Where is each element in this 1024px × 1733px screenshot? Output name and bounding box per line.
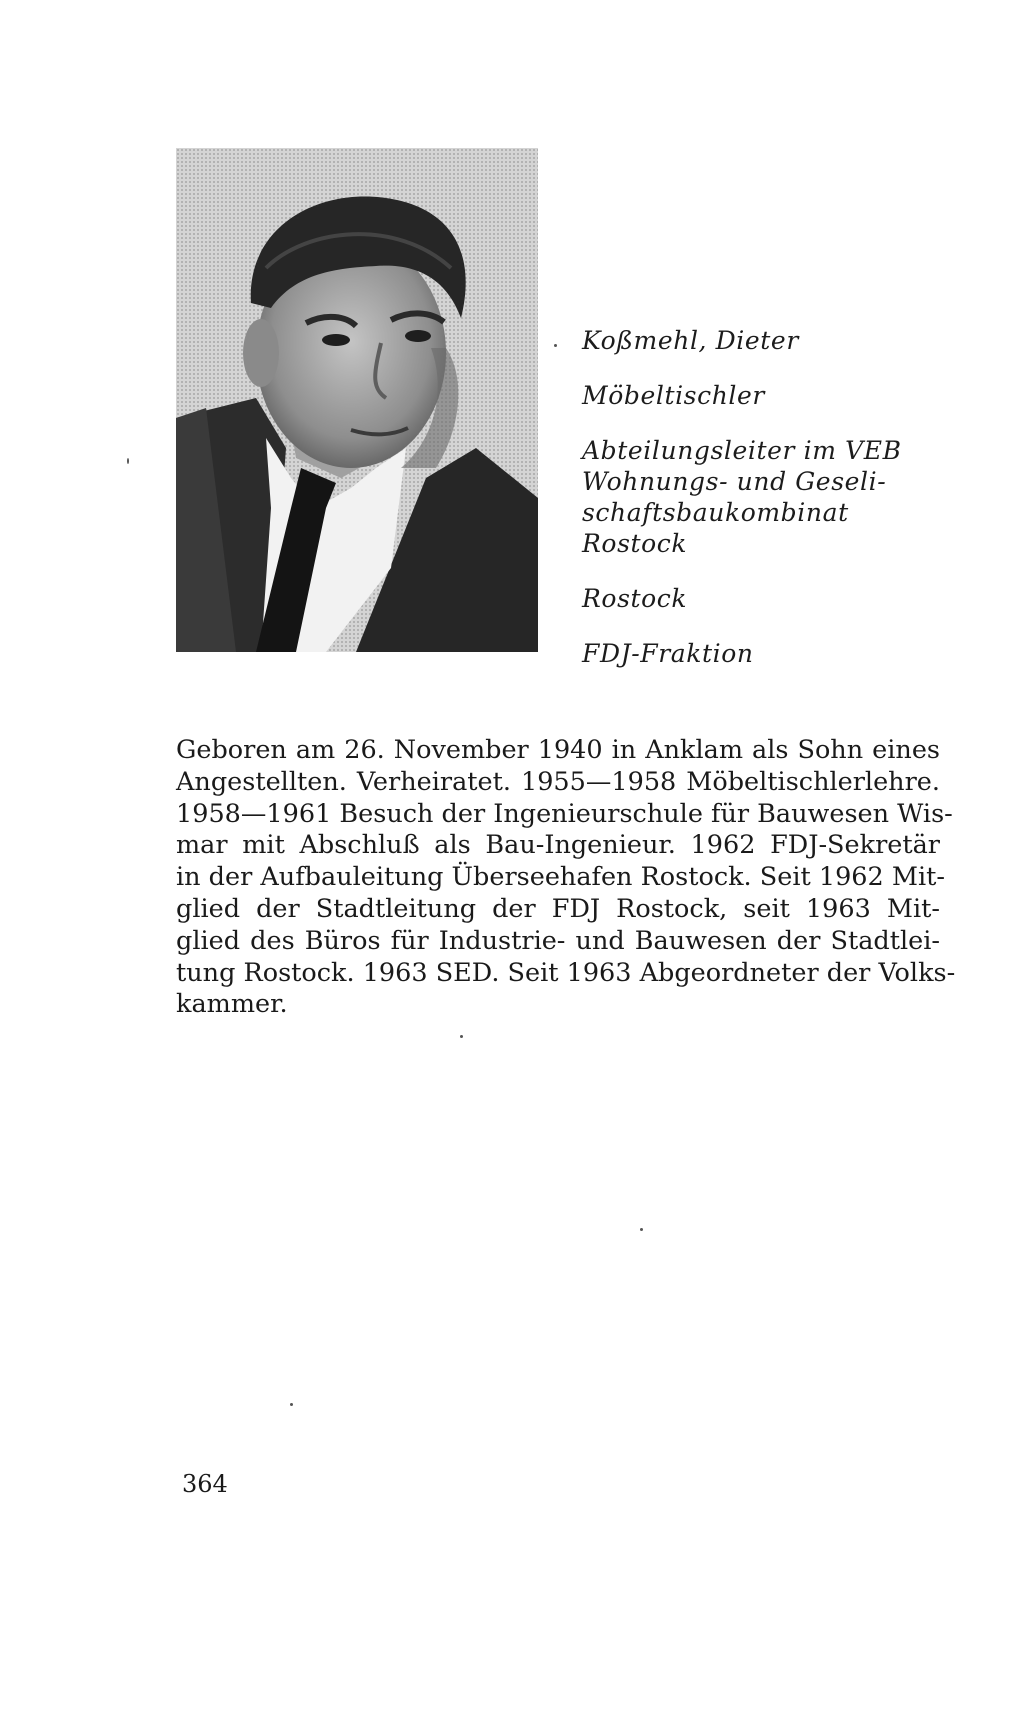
trade: Möbeltischler	[582, 381, 765, 410]
biography-line: kammer.	[176, 989, 288, 1020]
scan-speck	[127, 458, 129, 464]
scan-speck	[554, 344, 557, 347]
biography	[176, 735, 956, 1021]
biography-line: glied des Büros für Industrie- und Bauwesen der Stadtlei-	[176, 925, 940, 956]
scan-speck	[640, 1228, 643, 1231]
person-name: Koßmehl, Dieter	[582, 326, 799, 355]
biography-line: Geboren am 26. November 1940 in Anklam als Sohn eines	[176, 735, 940, 765]
biography-line: 1958—1961 Besuch der Ingenieurschule für Bauwesen Wis-	[176, 798, 953, 829]
biography-line: in der Aufbauleitung Überseehafen Rostock. Seit 1962 Mit-	[176, 862, 945, 893]
position-line: Abteilungsleiter im VEB	[582, 436, 902, 465]
scan-speck	[290, 1403, 293, 1406]
faction: FDJ-Fraktion	[582, 639, 754, 668]
position	[582, 435, 1002, 559]
scan-speck	[460, 1035, 463, 1038]
biography-line: glied der Stadtleitung der FDJ Rostock, seit 1963 Mit-	[176, 893, 940, 924]
position-line: schaftsbaukombinat	[582, 498, 849, 527]
biography-line: Angestellten. Verheiratet. 1955—1958 Möbeltischlerlehre.	[176, 766, 940, 797]
entry-details	[582, 325, 1002, 693]
position-line: Wohnungs- und Geseli-	[582, 467, 887, 496]
constituency: Rostock	[582, 584, 688, 613]
biography-line: tung Rostock. 1963 SED. Seit 1963 Abgeordneter der Volks-	[176, 957, 956, 988]
portrait-photo	[176, 148, 538, 652]
portrait-illustration	[176, 148, 538, 652]
biography-line: mar mit Abschluß als Bau-Ingenieur. 1962 FDJ-Sekretär	[176, 830, 940, 861]
position-line: Rostock	[582, 529, 688, 558]
page-number: 364	[182, 1470, 228, 1498]
